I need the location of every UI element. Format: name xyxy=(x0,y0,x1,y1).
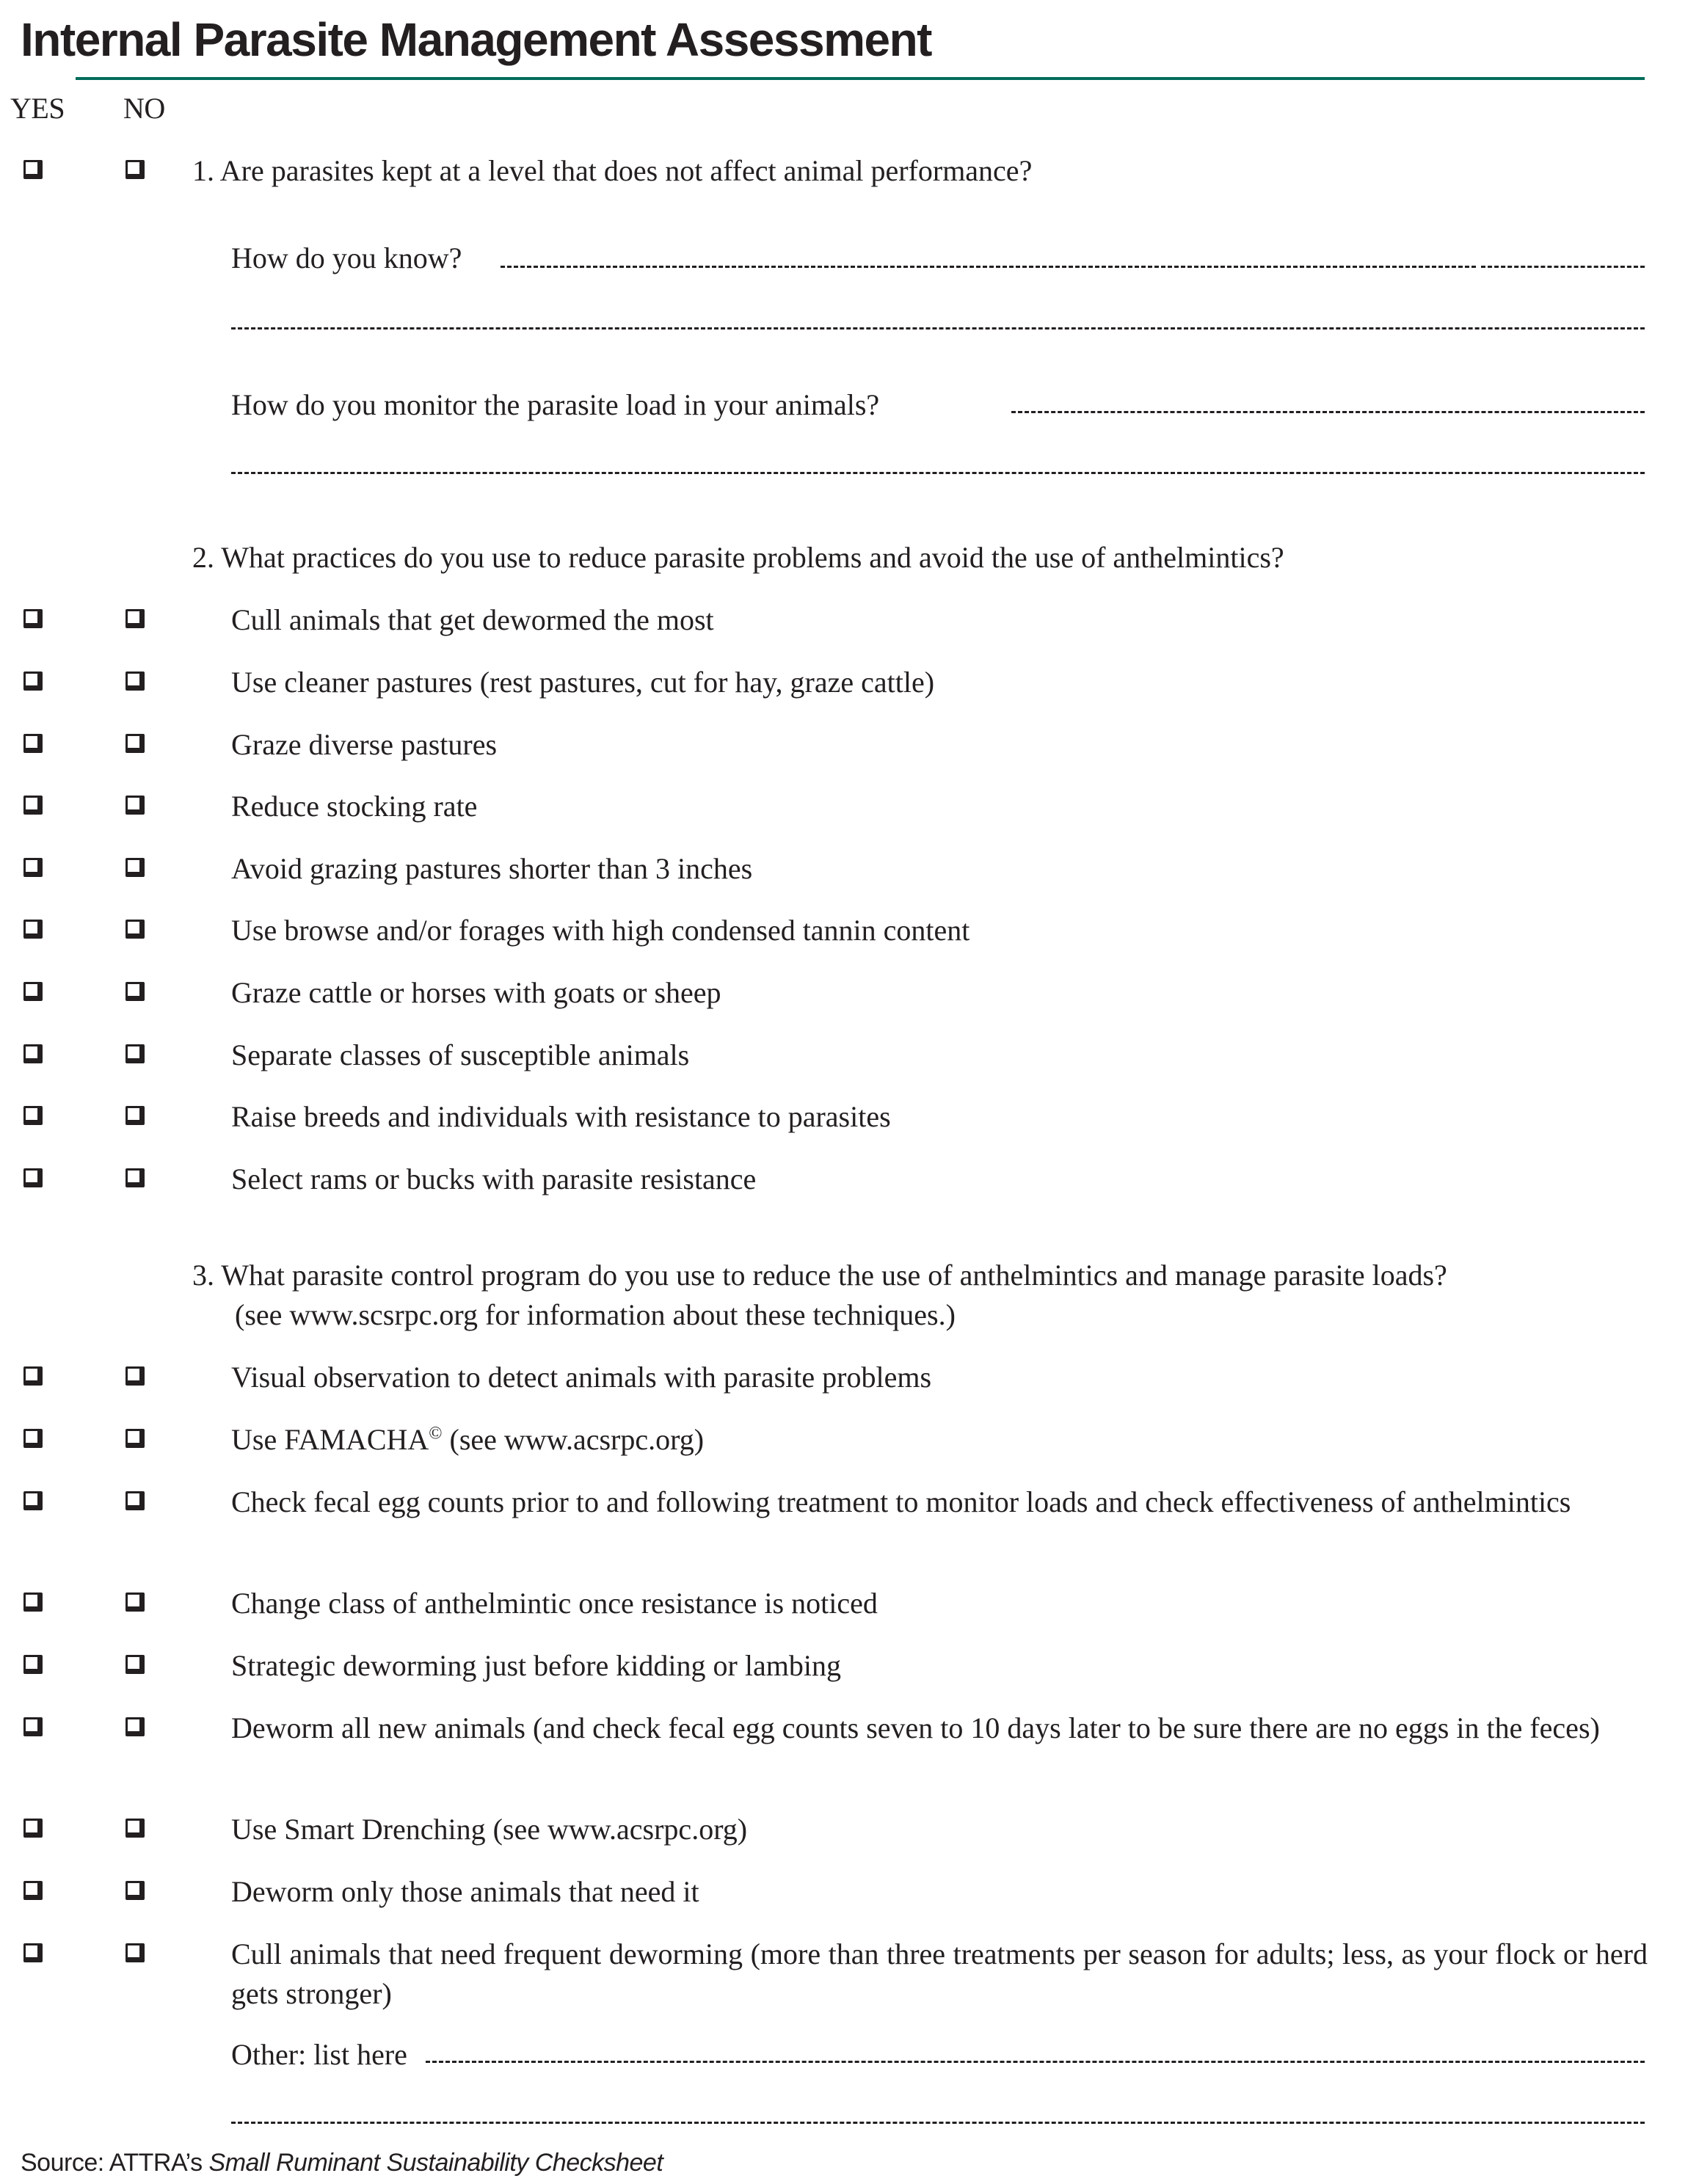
q2-item-7-yes-checkbox[interactable] xyxy=(23,982,43,1001)
q3-item-9-label: Cull animals that need frequent deworming (more than three treatments per season for adults; less, as your flock or herd gets stronger) xyxy=(231,1937,1648,2010)
q3-item-3-yes-checkbox[interactable] xyxy=(23,1491,43,1510)
q2-item-3-no-checkbox[interactable] xyxy=(125,734,145,753)
yes-column-header: YES xyxy=(10,92,65,125)
q3-item-4-no-checkbox[interactable] xyxy=(125,1592,145,1612)
q2-item-5-no-checkbox[interactable] xyxy=(125,858,145,877)
q1-yes-checkbox[interactable] xyxy=(23,160,43,179)
q3-item-1-label: Visual observation to detect animals with parasite problems xyxy=(231,1361,932,1394)
q3-question: 3. What parasite control program do you use to reduce the use of anthelmintics and manage parasite loads? xyxy=(192,1259,1447,1292)
famacha-text: Use FAMACHA xyxy=(231,1423,429,1456)
q2-item-4-no-checkbox[interactable] xyxy=(125,796,145,815)
q3-item-1-no-checkbox[interactable] xyxy=(125,1366,145,1386)
q2-item-3-label: Graze diverse pastures xyxy=(231,728,498,761)
q2-item-1-no-checkbox[interactable] xyxy=(125,609,145,628)
q2-item-5-label: Avoid grazing pastures shorter than 3 inches xyxy=(231,852,753,885)
source-title: Small Ruminant Sustainability Checksheet xyxy=(208,2149,663,2177)
q2-item-10-label: Select rams or bucks with parasite resistance xyxy=(231,1162,757,1195)
q2-item-5-yes-checkbox[interactable] xyxy=(23,858,43,877)
q3-item-5-yes-checkbox[interactable] xyxy=(23,1655,43,1674)
page-title: Internal Parasite Management Assessment xyxy=(21,13,931,66)
how-do-you-know-field-3[interactable] xyxy=(231,327,1645,330)
q2-item-9-label: Raise breeds and individuals with resistance to parasites xyxy=(231,1100,891,1133)
q2-item-8-label: Separate classes of susceptible animals xyxy=(231,1038,690,1071)
q1-no-checkbox[interactable] xyxy=(125,160,145,179)
other-label: Other: list here xyxy=(231,2038,407,2071)
q3-item-6-yes-checkbox[interactable] xyxy=(23,1717,43,1736)
q2-item-9-yes-checkbox[interactable] xyxy=(23,1106,43,1125)
q3-item-8-yes-checkbox[interactable] xyxy=(23,1881,43,1900)
monitor-load-field-1[interactable] xyxy=(1011,411,1645,413)
q3-item-7-no-checkbox[interactable] xyxy=(125,1819,145,1838)
q2-item-6-no-checkbox[interactable] xyxy=(125,920,145,939)
q1-question: 1. Are parasites kept at a level that does not affect animal performance? xyxy=(192,154,1033,187)
q2-item-8-no-checkbox[interactable] xyxy=(125,1044,145,1063)
q3-item-6-no-checkbox[interactable] xyxy=(125,1717,145,1736)
q2-item-4-yes-checkbox[interactable] xyxy=(23,796,43,815)
q3-item-3-no-checkbox[interactable] xyxy=(125,1491,145,1510)
how-do-you-know-label: How do you know? xyxy=(231,241,462,274)
how-do-you-know-field-1[interactable] xyxy=(501,266,1476,268)
q2-item-7-label: Graze cattle or horses with goats or sheep xyxy=(231,976,721,1009)
q2-item-4-label: Reduce stocking rate xyxy=(231,790,478,823)
q3-note: (see www.scsrpc.org for information about these techniques.) xyxy=(235,1298,956,1331)
q2-item-7-no-checkbox[interactable] xyxy=(125,982,145,1001)
q2-item-6-label: Use browse and/or forages with high condensed tannin content xyxy=(231,914,970,947)
no-column-header: NO xyxy=(123,92,165,125)
q3-item-9-no-checkbox[interactable] xyxy=(125,1943,145,1962)
q3-item-5-no-checkbox[interactable] xyxy=(125,1655,145,1674)
q2-item-2-yes-checkbox[interactable] xyxy=(23,671,43,691)
q3-item-7-label: Use Smart Drenching (see www.acsrpc.org) xyxy=(231,1813,748,1846)
other-field-1[interactable] xyxy=(426,2061,1645,2063)
q3-item-6-label: Deworm all new animals (and check fecal egg counts seven to 10 days later to be sure there are no eggs in the feces) xyxy=(231,1711,1600,1744)
q2-item-2-label: Use cleaner pastures (rest pastures, cut for hay, graze cattle) xyxy=(231,666,935,699)
q2-question: 2. What practices do you use to reduce parasite problems and avoid the use of anthelmintics? xyxy=(192,541,1284,574)
q2-item-3-yes-checkbox[interactable] xyxy=(23,734,43,753)
source-prefix: Source: ATTRA’s xyxy=(21,2149,209,2177)
famacha-link-text: (see www.acsrpc.org) xyxy=(442,1423,705,1456)
monitor-load-label: How do you monitor the parasite load in your animals? xyxy=(231,388,880,421)
q3-item-2-label xyxy=(231,1420,704,1460)
q2-item-9-no-checkbox[interactable] xyxy=(125,1106,145,1125)
q3-item-8-no-checkbox[interactable] xyxy=(125,1881,145,1900)
q2-item-10-yes-checkbox[interactable] xyxy=(23,1168,43,1187)
q3-item-5-label: Strategic deworming just before kidding or lambing xyxy=(231,1649,841,1682)
other-field-2[interactable] xyxy=(231,2122,1645,2124)
q2-item-6-yes-checkbox[interactable] xyxy=(23,920,43,939)
q3-item-7-yes-checkbox[interactable] xyxy=(23,1819,43,1838)
q3-item-9-yes-checkbox[interactable] xyxy=(23,1943,43,1962)
q2-item-1-label: Cull animals that get dewormed the most xyxy=(231,603,714,636)
q3-item-4-yes-checkbox[interactable] xyxy=(23,1592,43,1612)
q3-item-1-yes-checkbox[interactable] xyxy=(23,1366,43,1386)
source-citation xyxy=(21,2150,663,2175)
q2-item-2-no-checkbox[interactable] xyxy=(125,671,145,691)
q2-item-10-no-checkbox[interactable] xyxy=(125,1168,145,1187)
q2-item-1-yes-checkbox[interactable] xyxy=(23,609,43,628)
q3-item-2-yes-checkbox[interactable] xyxy=(23,1429,43,1448)
how-do-you-know-field-2[interactable] xyxy=(1481,266,1645,268)
title-rule xyxy=(76,77,1645,80)
monitor-load-field-2[interactable] xyxy=(231,472,1645,474)
q3-item-8-label: Deworm only those animals that need it xyxy=(231,1875,699,1908)
q3-item-2-no-checkbox[interactable] xyxy=(125,1429,145,1448)
q3-item-3-label: Check fecal egg counts prior to and following treatment to monitor loads and check effectiveness of anthelmintics xyxy=(231,1485,1571,1518)
q3-item-4-label: Change class of anthelmintic once resistance is noticed xyxy=(231,1587,878,1620)
copyright-mark: © xyxy=(429,1424,443,1444)
q2-item-8-yes-checkbox[interactable] xyxy=(23,1044,43,1063)
